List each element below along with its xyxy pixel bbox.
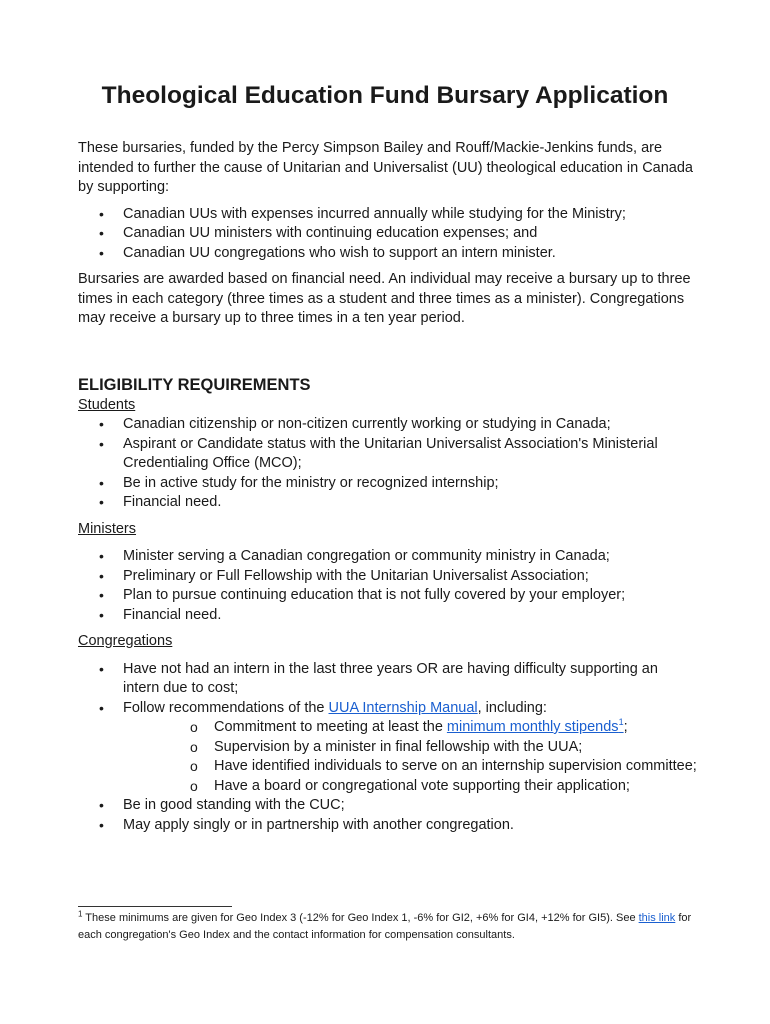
list-item: • Minister serving a Canadian congregation or community ministry in Canada;: [78, 547, 698, 567]
list-item: • Financial need.: [78, 606, 698, 626]
students-subheading: Students: [78, 396, 136, 413]
list-item: • Canadian UUs with expenses incurred annually while studying for the Ministry;: [78, 205, 698, 225]
list-item: • Aspirant or Candidate status with the Unitarian Universalist Association's Ministerial Credentialing Office (MCO);: [78, 435, 698, 474]
recommendations-sublist: [123, 718, 698, 796]
intro-paragraph: These bursaries, funded by the Percy Simpson Bailey and Rouff/Mackie-Jenkins funds, are intended to further the cause of Unitarian and Universalist (UU) theological education in Canada by supporting:: [78, 140, 693, 195]
eligibility-heading: ELIGIBILITY REQUIREMENTS: [78, 375, 311, 394]
list-item: • Have not had an intern in the last three years OR are having difficulty supporting an intern due to cost;: [78, 660, 698, 699]
ministers-list: [78, 547, 698, 625]
item-text: Commitment to meeting at least the: [214, 719, 447, 735]
item-text: , including:: [477, 699, 547, 716]
list-item: • Canadian UU congregations who wish to support an intern minister.: [78, 244, 698, 264]
footnote-ref: 1: [618, 717, 624, 728]
list-item: • May apply singly or in partnership with another congregation.: [78, 816, 698, 836]
list-item: • Preliminary or Full Fellowship with the Unitarian Universalist Association;: [78, 567, 698, 587]
congregations-list: [78, 660, 698, 836]
list-item: • Canadian citizenship or non-citizen currently working or studying in Canada;: [78, 415, 698, 435]
page-title: Theological Education Fund Bursary Application: [101, 82, 669, 109]
document-body: [78, 139, 698, 835]
footnote: [78, 910, 703, 944]
intro-list: [78, 205, 698, 264]
link-text: minimum monthly stipends: [446, 719, 619, 735]
congregations-subheading: Congregations: [78, 633, 173, 649]
sub-list-item: o Supervision by a minister in final fellowship with the UUA;: [123, 738, 698, 758]
footnote-separator: [78, 906, 232, 907]
item-text: ;: [623, 719, 628, 735]
sub-list-item: o Have a board or congregational vote supporting their application;: [123, 777, 698, 797]
uua-internship-manual-link[interactable]: UUA Internship Manual: [328, 699, 478, 716]
minimum-monthly-stipends-link[interactable]: [447, 719, 624, 735]
list-item: • Be in good standing with the CUC;: [78, 796, 698, 816]
sub-list-item: o Have identified individuals to serve on an internship supervision committee;: [123, 757, 698, 777]
footnote-number: 1: [78, 909, 83, 919]
ministers-subheading: Ministers: [78, 520, 137, 537]
sub-list-item: [123, 718, 698, 738]
this-link[interactable]: this link: [638, 912, 676, 924]
footnote-text: These minimums are given for Geo Index 3 (-12% for Geo Index 1, -6% for GI2, +6% for GI4, +12% for GI5). See: [82, 912, 639, 924]
footnote-text-continued: for each congregation's Geo Index and the contact information for compensation consultants.: [78, 912, 692, 941]
award-paragraph: Bursaries are awarded based on financial need. An individual may receive a bursary up to three times in each category (three times as a student and three times as a minister). Congregations may receive a bursary up to three times in a ten year period.: [78, 271, 691, 326]
list-item: • Be in active study for the ministry or recognized internship;: [78, 474, 698, 494]
list-item: [78, 699, 698, 797]
list-item: • Financial need.: [78, 493, 698, 513]
item-text: Follow recommendations of the: [123, 699, 329, 716]
students-list: [78, 415, 698, 513]
list-item: • Plan to pursue continuing education that is not fully covered by your employer;: [78, 586, 698, 606]
list-item: • Canadian UU ministers with continuing education expenses; and: [78, 224, 698, 244]
